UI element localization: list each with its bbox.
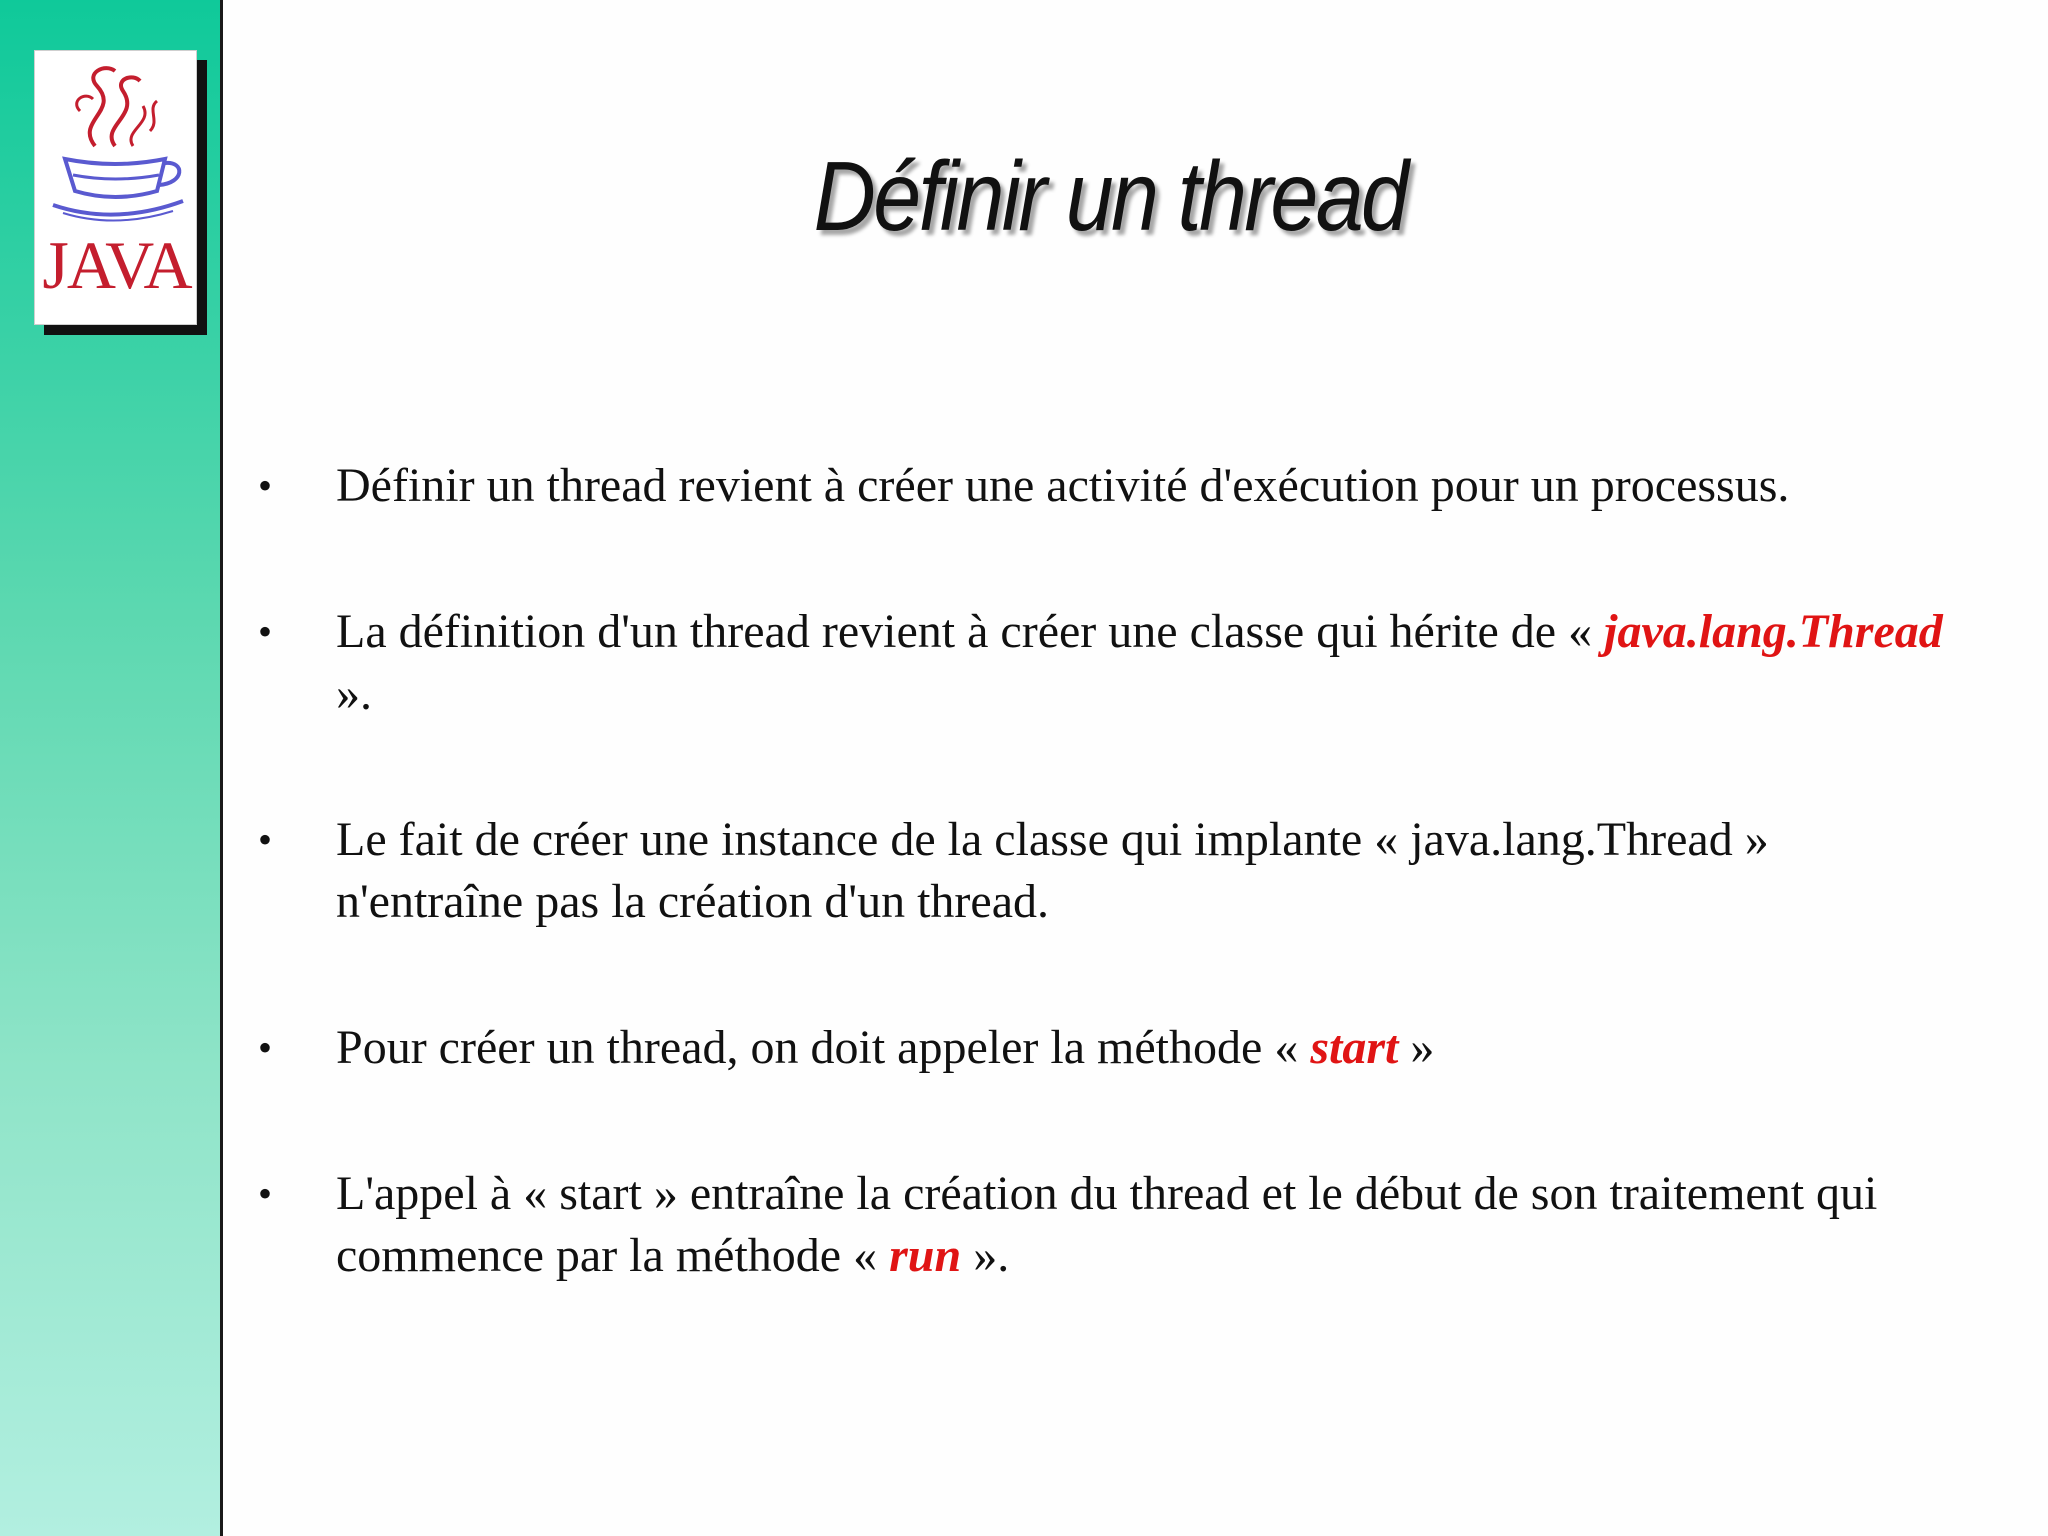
bullet-glyph: • <box>258 1025 273 1070</box>
slide-title: Définir un thread <box>813 141 1407 251</box>
bullet-text-after: ». <box>336 667 372 720</box>
class-name-highlight: java.lang.Thread <box>1604 605 1943 658</box>
bullet-item <box>256 809 1956 933</box>
bullet-text: Définir un thread revient à créer une activité d'exécution pour un processus. <box>336 459 1790 512</box>
bullet-glyph: • <box>258 463 273 508</box>
bullet-text-after: » <box>1398 1021 1435 1074</box>
method-name-highlight: run <box>889 1229 962 1282</box>
bullet-item <box>256 1163 1956 1287</box>
bullet-text-before: La définition d'un thread revient à créer une classe qui hérite de « <box>336 605 1605 658</box>
java-coffee-cup-icon <box>35 51 198 236</box>
bullet-text: Le fait de créer une instance de la classe qui implante « java.lang.Thread » n'entraîne pas la création d'un thread. <box>336 813 1769 928</box>
bullet-item <box>256 455 1956 517</box>
bullet-glyph: • <box>258 817 273 862</box>
sidebar-band <box>0 0 223 1536</box>
method-name-highlight: start <box>1310 1021 1399 1074</box>
bullet-text-after: ». <box>961 1229 1010 1282</box>
bullet-text-before: Pour créer un thread, on doit appeler la méthode « <box>336 1021 1311 1074</box>
logo-wordmark: JAVA <box>42 227 191 303</box>
bullet-text-before: L'appel à « start » entraîne la création du thread et le début de son traitement qui commence par la méthode « <box>336 1167 1878 1282</box>
bullet-glyph: • <box>258 1171 273 1216</box>
bullet-glyph: • <box>258 609 273 654</box>
java-logo <box>34 50 197 325</box>
bullet-item <box>256 601 1956 725</box>
bullet-list <box>256 455 1956 1371</box>
bullet-item <box>256 1017 1956 1079</box>
